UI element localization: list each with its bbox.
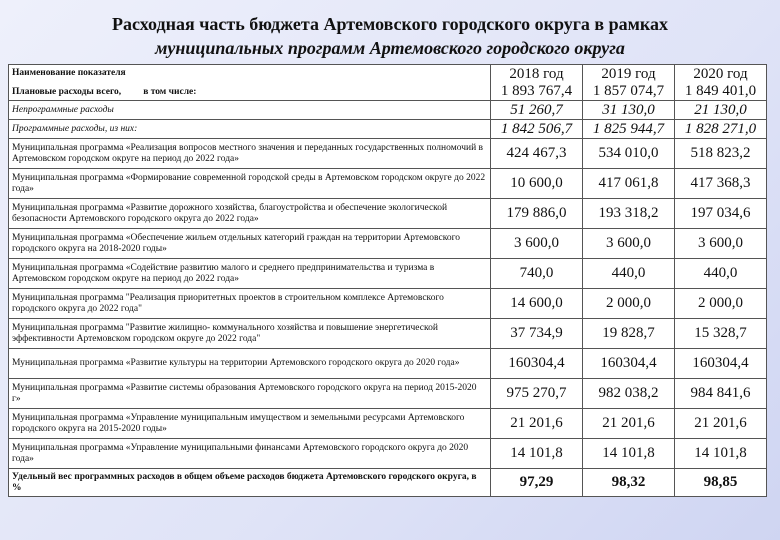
- program-value-2020: 21 201,6: [675, 409, 767, 439]
- program-value-2018: 3 600,0: [491, 229, 583, 259]
- program-name: Муниципальная программа «Формирование современной городской среды в Артемовском городском округе до 2022 года»: [9, 169, 491, 199]
- nonprogram-label: Непрограммные расходы: [9, 101, 491, 120]
- program-total-row: [9, 120, 767, 139]
- table-row: [9, 409, 767, 439]
- program-value-2020: 2 000,0: [675, 289, 767, 319]
- page-title: [0, 12, 780, 60]
- program-value-2020: 518 823,2: [675, 139, 767, 169]
- table-row: [9, 169, 767, 199]
- program-value-2018: 14 101,8: [491, 439, 583, 469]
- table-row: [9, 289, 767, 319]
- year-2018-cell: [491, 65, 583, 101]
- table-row: [9, 379, 767, 409]
- program-total-2018: 1 842 506,7: [491, 120, 583, 139]
- share-2019: 98,32: [583, 469, 675, 497]
- year-2018-label: 2018 год: [509, 65, 564, 82]
- nonprogram-2020: 21 130,0: [675, 101, 767, 120]
- program-value-2019: 193 318,2: [583, 199, 675, 229]
- program-name: Муниципальная программа «Содействие развитию малого и среднего предпринимательства и туризма в Артемовском городском округе на период до 2022 года»: [9, 259, 491, 289]
- share-label: Удельный вес программных расходов в общем объеме расходов бюджета Артемовского городского округа, в %: [9, 469, 491, 497]
- table-row: [9, 319, 767, 349]
- program-name: Муниципальная программа "Развитие жилищно- коммунального хозяйства и повышение энергетической эффективности Артемовском городском округе до 2022 года": [9, 319, 491, 349]
- table-row: [9, 199, 767, 229]
- program-value-2018: 424 467,3: [491, 139, 583, 169]
- program-value-2020: 197 034,6: [675, 199, 767, 229]
- program-value-2020: 440,0: [675, 259, 767, 289]
- program-value-2020: 3 600,0: [675, 229, 767, 259]
- program-name: Муниципальная программа «Развитие системы образования Артемовского городского округа на период 2015-2020 г»: [9, 379, 491, 409]
- planned-2019-value: 1 857 074,7: [592, 82, 665, 99]
- table-row: [9, 229, 767, 259]
- nonprogram-2019: 31 130,0: [583, 101, 675, 120]
- program-name: Муниципальная программа «Управление муниципальными финансами Артемовского городского округа до 2020 года»: [9, 439, 491, 469]
- year-2019-label: 2019 год: [601, 65, 656, 82]
- program-value-2020: 160304,4: [675, 349, 767, 379]
- program-total-2020: 1 828 271,0: [675, 120, 767, 139]
- program-name: Муниципальная программа «Обеспечение жильем отдельных категорий граждан на территории Артемовского городского округа на 2018-2020 годы»: [9, 229, 491, 259]
- title-line-1: Расходная часть бюджета Артемовского городского округа в рамках: [111, 14, 668, 34]
- nonprogram-row: [9, 101, 767, 120]
- program-value-2019: 3 600,0: [583, 229, 675, 259]
- program-value-2018: 179 886,0: [491, 199, 583, 229]
- program-value-2019: 982 038,2: [583, 379, 675, 409]
- planned-2018-value: 1 893 767,4: [500, 82, 573, 99]
- program-value-2019: 417 061,8: [583, 169, 675, 199]
- program-value-2018: 740,0: [491, 259, 583, 289]
- program-value-2020: 417 368,3: [675, 169, 767, 199]
- program-name: Муниципальная программа «Управление муниципальным имуществом и земельными ресурсами Артемовского городского округа на 2015-2020 годы»: [9, 409, 491, 439]
- program-value-2018: 10 600,0: [491, 169, 583, 199]
- planned-2020-value: 1 849 401,0: [684, 82, 757, 99]
- program-value-2019: 440,0: [583, 259, 675, 289]
- program-value-2018: 37 734,9: [491, 319, 583, 349]
- indicator-label: Наименование показателя: [12, 67, 126, 78]
- nonprogram-2018: 51 260,7: [491, 101, 583, 120]
- program-value-2019: 534 010,0: [583, 139, 675, 169]
- program-value-2019: 14 101,8: [583, 439, 675, 469]
- program-value-2020: 14 101,8: [675, 439, 767, 469]
- table-row: [9, 349, 767, 379]
- year-2020-label: 2020 год: [693, 65, 748, 82]
- year-2020-cell: [675, 65, 767, 101]
- program-value-2020: 15 328,7: [675, 319, 767, 349]
- program-value-2018: 160304,4: [491, 349, 583, 379]
- year-2019-cell: [583, 65, 675, 101]
- program-total-label: Программные расходы, из них:: [9, 120, 491, 139]
- share-2018: 97,29: [491, 469, 583, 497]
- share-row: [9, 469, 767, 497]
- program-value-2020: 984 841,6: [675, 379, 767, 409]
- program-value-2019: 2 000,0: [583, 289, 675, 319]
- table-row: [9, 139, 767, 169]
- title-line-2: муниципальных программ Артемовского городского округа: [155, 38, 625, 58]
- program-total-2019: 1 825 944,7: [583, 120, 675, 139]
- indicator-header-cell: [9, 65, 491, 101]
- share-2020: 98,85: [675, 469, 767, 497]
- header-row: [9, 65, 767, 101]
- table-row: [9, 439, 767, 469]
- table-row: [9, 259, 767, 289]
- program-name: Муниципальная программа «Развитие дорожного хозяйства, благоустройства и обеспечение экологической безопасности Артемовского городского округа до 2022 года»: [9, 199, 491, 229]
- budget-table: [8, 64, 767, 497]
- planned-label: Плановые расходы всего,: [12, 86, 122, 97]
- program-value-2019: 160304,4: [583, 349, 675, 379]
- program-value-2018: 14 600,0: [491, 289, 583, 319]
- program-value-2018: 21 201,6: [491, 409, 583, 439]
- planned-sublabel: в том числе:: [143, 86, 197, 97]
- program-name: Муниципальная программа "Реализация приоритетных проектов в строительном комплексе Артемовского городского округа до 2022 года": [9, 289, 491, 319]
- program-value-2018: 975 270,7: [491, 379, 583, 409]
- program-name: Муниципальная программа «Реализация вопросов местного значения и переданных государственных полномочий в Артемовском городском округе на период до 2022 года»: [9, 139, 491, 169]
- program-name: Муниципальная программа «Развитие культуры на территории Артемовского городского округа до 2020 года»: [9, 349, 491, 379]
- program-value-2019: 21 201,6: [583, 409, 675, 439]
- program-value-2019: 19 828,7: [583, 319, 675, 349]
